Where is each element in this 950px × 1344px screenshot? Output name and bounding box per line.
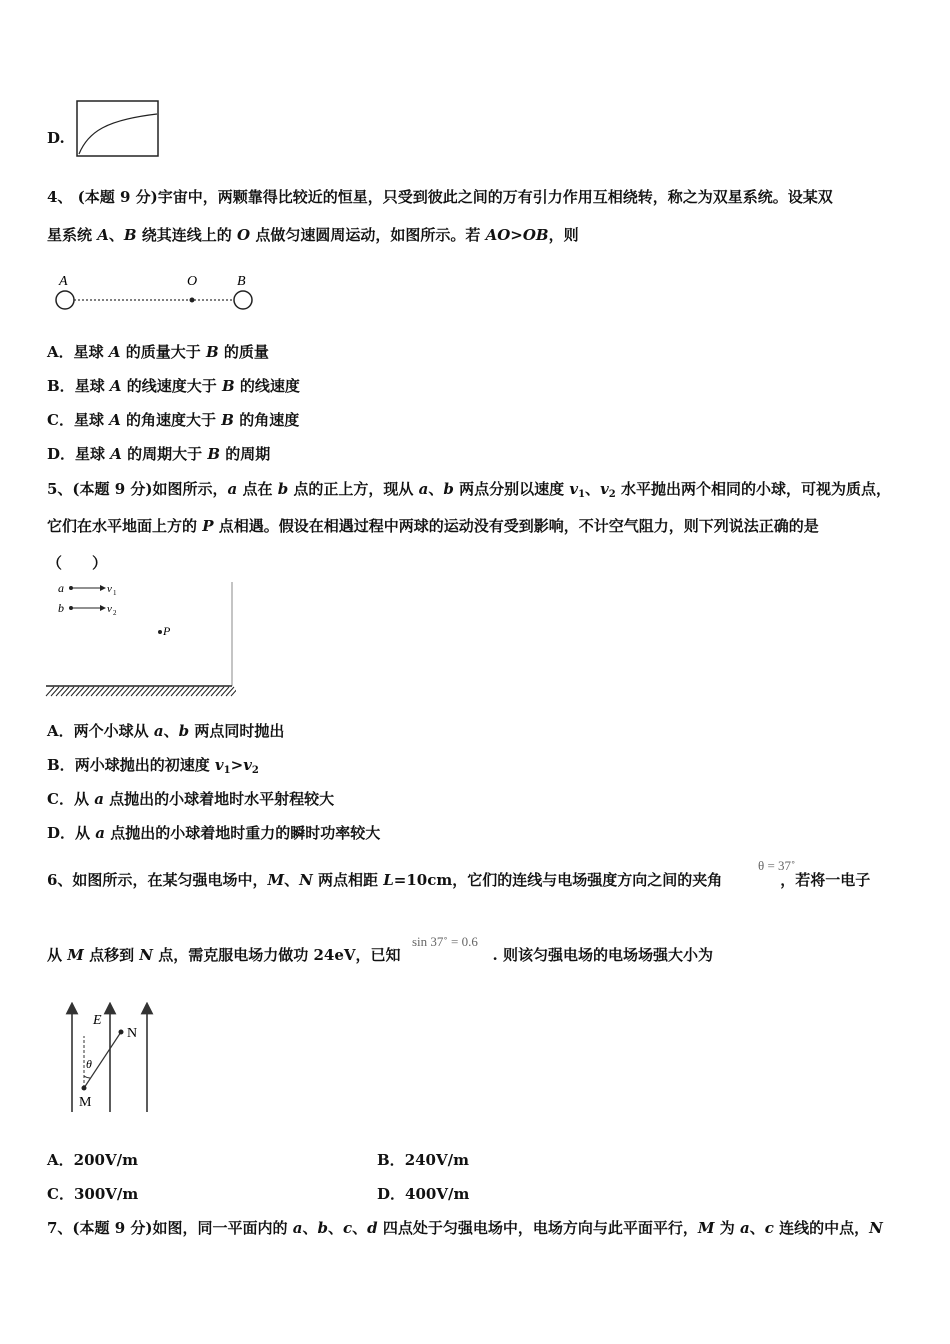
q6-option-d: D．400V/m bbox=[377, 1185, 470, 1203]
theta-formula: θ = 37˚ bbox=[758, 858, 796, 873]
q5-answer-paren: （ ） bbox=[47, 554, 108, 572]
svg-text:2: 2 bbox=[113, 609, 117, 617]
q6-option-c: C．300V/m bbox=[47, 1185, 139, 1203]
q4-stem-line1: 4、 (本题 9 分)宇宙中，两颗靠得比较近的恒星，只受到彼此之间的万有引力作用互相绕转，称之为双星系统。设某双 bbox=[47, 188, 833, 206]
svg-text:b: b bbox=[58, 601, 64, 615]
ground-hatch-stroke bbox=[231, 687, 236, 696]
star-a-circle bbox=[56, 291, 74, 309]
q5-stem-line2: 它们在水平地面上方的 P 点相遇。假设在相遇过程中两球的运动没有受到影响，不计空气阻力，则下列说法正确的是 bbox=[47, 517, 819, 535]
svg-text:v: v bbox=[107, 583, 112, 595]
q4-option-b: B．星球 A 的线速度大于 B 的线速度 bbox=[47, 377, 300, 395]
star-b-circle bbox=[234, 291, 252, 309]
q3-option-d-label: D. bbox=[47, 129, 65, 147]
q6-option-b: B．240V/m bbox=[377, 1151, 469, 1169]
svg-text:θ: θ bbox=[86, 1057, 92, 1071]
svg-text:P: P bbox=[163, 624, 171, 638]
q4-option-a: A．星球 A 的质量大于 B 的质量 bbox=[47, 343, 269, 361]
svg-text:v: v bbox=[107, 603, 112, 615]
q7-stem-line1: 7、(本题 9 分)如图，同一平面内的 a、b、c、d 四点处于匀强电场中，电场方向与此平面平行，M 为 a、c 连线的中点，N bbox=[47, 1219, 883, 1237]
sin-formula: sin 37˚ = 0.6 bbox=[412, 934, 478, 949]
q5-option-b: B．两小球抛出的初速度 $v_1>v_2$ bbox=[47, 756, 259, 776]
q6-option-a: A．200V/m bbox=[47, 1151, 138, 1169]
projectile-figure bbox=[44, 582, 236, 700]
q5-option-c: C．从 a 点抛出的小球着地时水平射程较大 bbox=[47, 790, 335, 808]
label-b: B bbox=[237, 274, 246, 289]
svg-text:E: E bbox=[93, 1013, 102, 1028]
q3-option-d-graph bbox=[76, 100, 160, 158]
q5-option-d: D．从 a 点抛出的小球着地时重力的瞬时功率较大 bbox=[47, 824, 381, 842]
center-o-dot bbox=[190, 298, 195, 303]
label-a: A bbox=[59, 274, 68, 289]
q6-stem-line1: 6、如图所示，在某匀强电场中，M、N 两点相距 L=10cm，它们的连线与电场强度方向之间的夹角 ，若将一电子 bbox=[47, 871, 871, 889]
q4-option-d: D．星球 A 的周期大于 B 的周期 bbox=[47, 445, 271, 463]
label-o: O bbox=[187, 274, 198, 289]
q5-option-a: A．两个小球从 a、b 两点同时抛出 bbox=[47, 722, 285, 740]
svg-text:M: M bbox=[79, 1095, 92, 1110]
q4-option-c: C．星球 A 的角速度大于 B 的角速度 bbox=[47, 411, 300, 429]
electric-field-figure bbox=[62, 1002, 160, 1114]
q5-stem-line1: 5、(本题 9 分)如图所示，a 点在 b 点的正上方，现从 a、b 两点分别以速度 $v_1$、$v_2$ 水平抛出两个相同的小球，可视为质点， bbox=[47, 480, 891, 500]
svg-text:N: N bbox=[127, 1026, 138, 1041]
binary-star-figure bbox=[52, 270, 262, 315]
q4-stem-line2: 星系统 A、B 绕其连线上的 O 点做匀速圆周运动，如图所示。若 AO>OB，则 bbox=[47, 226, 579, 244]
svg-text:a: a bbox=[58, 582, 64, 595]
svg-text:1: 1 bbox=[113, 589, 117, 597]
q6-stem-line2: 从 M 点移到 N 点，需克服电场力做功 24eV，已知 . 则该匀强电场的电场场强大小为 bbox=[47, 946, 713, 964]
